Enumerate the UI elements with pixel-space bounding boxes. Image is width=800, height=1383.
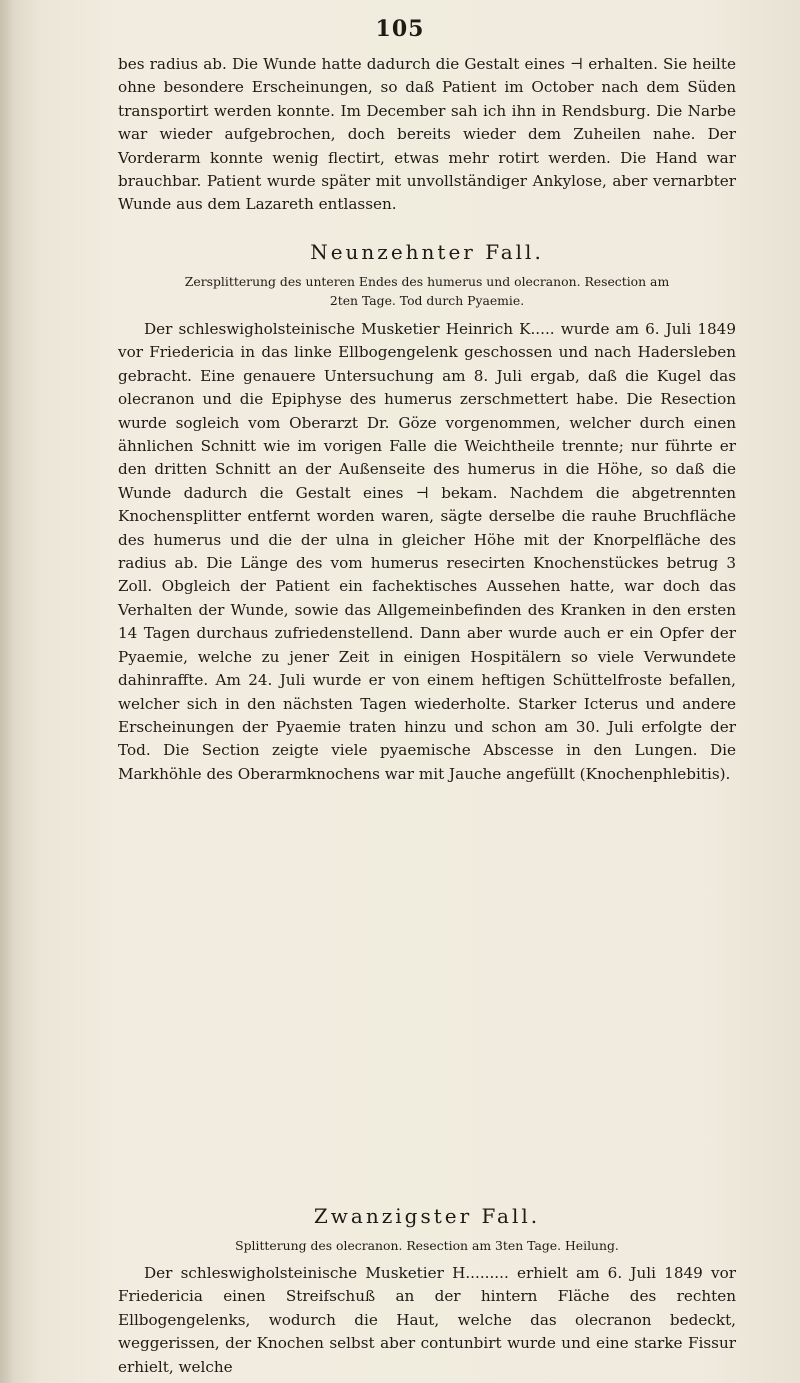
case-20-summary: Splitterung des olecranon. Resection am 3ten Tage. Heilung. [235, 1238, 619, 1253]
case-19-body [118, 318, 736, 786]
case-19-summary-line1: Zersplitterung des unteren Endes des humerus und olecranon. Resection am [184, 274, 670, 289]
page-number: 105 [375, 16, 425, 42]
paragraph-text: bes radius ab. Die Wunde hatte dadurch die Gestalt eines ⊣ erhalten. Sie heilte ohne besondere Erscheinungen, so daß Patient im October nach dem Süden transportirt werden konnte. Im December sah ich ihn in Rendsburg. Die Narbe war wieder aufgebrochen, doch bereits wieder dem Zuheilen nahe. Der Vorderarm konnte wenig flectirt, etwas mehr rotirt werden. Die Hand war brauchbar. Patient wurde später mit unvollständiger Ankylose, aber vernarbter Wunde aus dem Lazareth entlassen. [118, 55, 736, 214]
case-19-paragraph: Der schleswigholsteinische Musketier Heinrich K..... wurde am 6. Juli 1849 vor Friedericia in das linke Ellbogengelenk geschossen und nach Hadersleben gebracht. Eine genauere Untersuchung am 8. Juli ergab, daß die Kugel das olecranon und die Epiphyse des humerus zerschmettert habe. Die Resection wurde sogleich vom Oberarzt Dr. Göze vorgenommen, welcher durch einen ähnlichen Schnitt wie im vorigen Falle die Weichtheile trennte; nur führte er den dritten Schnitt an der Außenseite des humerus in die Höhe, so daß die Wunde dadurch die Gestalt eines ⊣ bekam. Nachdem die abgetrennten Knochensplitter entfernt worden waren, sägte derselbe die rauhe Bruchfläche des humerus und die der ulna in gleicher Höhe mit der Knorpelfläche des radius ab. Die Länge des vom humerus resecirten Knochenstückes betrug 3 Zoll. Obgleich der Patient ein fachektisches Aussehen hatte, war doch das Verhalten der Wunde, sowie das Allgemeinbefinden des Kranken in den ersten 14 Tagen durchaus zufriedenstellend. Dann aber wurde auch er ein Opfer der Pyaemie, welche zu jener Zeit in einigen Hospitälern so viele Verwundete dahinraffte. Am 24. Juli wurde er von einem heftigen Schüttelfroste befallen, welcher sich in den nächsten Tagen wiederholte. Starker Icterus und andere Erscheinungen der Pyaemie traten hinzu und schon am 30. Juli erfolgte der Tod. Die Section zeigte viele pyaemische Abscesse in den Lungen. Die Markhöhle des Oberarmknochens war mit Jauche angefüllt (Knochenphlebitis). [118, 320, 736, 783]
case-20-paragraph: Der schleswigholsteinische Musketier H......... erhielt am 6. Juli 1849 vor Friedericia einen Streifschuß an der hintern Fläche des rechten Ellbogengelenks, wodurch die Haut, welche das olecranon bedeckt, weggerissen, der Knochen selbst aber contunbirt wurde und eine starke Fissur erhielt, welche [118, 1264, 736, 1376]
binding-shadow [0, 0, 14, 1383]
paragraph-continuation [118, 53, 736, 217]
case-20-body [118, 1262, 736, 1379]
case-19-heading: Neunzehnter Fall. [310, 240, 544, 264]
case-19-summary [118, 272, 736, 310]
case-20-heading: Zwanzigster Fall. [313, 1204, 541, 1228]
case-19-summary-line2: 2ten Tage. Tod durch Pyaemie. [329, 293, 525, 308]
